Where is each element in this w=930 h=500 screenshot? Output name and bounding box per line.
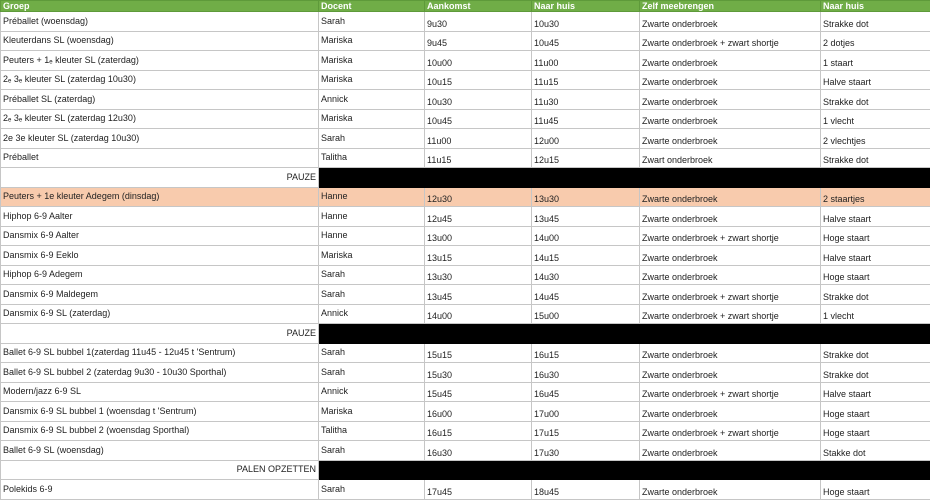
cell-zelf-meebrengen[interactable]: Zwarte onderbroek — [640, 363, 821, 383]
table-row — [1, 207, 930, 227]
cell-groep[interactable]: 2ₑ 3ₑ kleuter SL (zaterdag 10u30) — [1, 70, 319, 90]
pause-label[interactable]: PALEN OPZETTEN — [1, 460, 319, 480]
cell-groep[interactable]: Préballet (woensdag) — [1, 12, 319, 32]
cell-docent[interactable]: Sarah — [319, 441, 425, 461]
cell-naar-huis[interactable]: 14u45 — [532, 285, 640, 305]
cell-haar[interactable]: Strakke dot — [821, 285, 930, 305]
cell-zelf-meebrengen[interactable]: Zwarte onderbroek — [640, 265, 821, 285]
cell-naar-huis[interactable]: 14u15 — [532, 246, 640, 266]
cell-groep[interactable]: Modern/jazz 6-9 SL — [1, 382, 319, 402]
pause-bar[interactable] — [319, 460, 930, 480]
table-row — [1, 51, 930, 71]
pause-row — [1, 324, 930, 344]
cell-groep[interactable]: Préballet SL (zaterdag) — [1, 90, 319, 110]
cell-groep[interactable]: Dansmix 6-9 SL (zaterdag) — [1, 304, 319, 324]
table-row — [1, 246, 930, 266]
cell-haar[interactable]: 2 staartjes — [821, 187, 930, 207]
cell-groep[interactable]: Dansmix 6-9 SL bubbel 2 (woensdag Sporthal) — [1, 421, 319, 441]
table-row — [1, 382, 930, 402]
cell-aankomst[interactable]: 12u45 — [425, 207, 532, 227]
cell-groep[interactable]: Peuters + 1ₑ kleuter SL (zaterdag) — [1, 51, 319, 71]
cell-docent[interactable]: Sarah — [319, 129, 425, 149]
cell-aankomst[interactable]: 10u15 — [425, 70, 532, 90]
cell-docent[interactable]: Mariska — [319, 31, 425, 51]
cell-haar[interactable]: Hoge staart — [821, 226, 930, 246]
cell-naar-huis[interactable]: 11u15 — [532, 70, 640, 90]
cell-groep[interactable]: Dansmix 6-9 Aalter — [1, 226, 319, 246]
header-groep[interactable]: Groep — [1, 1, 319, 12]
cell-zelf-meebrengen[interactable]: Zwarte onderbroek — [640, 207, 821, 227]
header-docent[interactable]: Docent — [319, 1, 425, 12]
table-row — [1, 480, 930, 500]
cell-groep[interactable]: Ballet 6-9 SL bubbel 2 (zaterdag 9u30 - 10u30 Sporthal) — [1, 363, 319, 383]
cell-haar[interactable]: Halve staart — [821, 207, 930, 227]
cell-naar-huis[interactable]: 18u45 — [532, 480, 640, 500]
cell-haar[interactable]: Stakke dot — [821, 441, 930, 461]
cell-docent[interactable]: Talitha — [319, 148, 425, 168]
table-row — [1, 265, 930, 285]
cell-zelf-meebrengen[interactable]: Zwarte onderbroek — [640, 129, 821, 149]
cell-docent[interactable]: Talitha — [319, 421, 425, 441]
cell-docent[interactable]: Annick — [319, 382, 425, 402]
cell-aankomst[interactable]: 13u45 — [425, 285, 532, 305]
table-row — [1, 226, 930, 246]
cell-zelf-meebrengen[interactable]: Zwarte onderbroek + zwart shortje — [640, 304, 821, 324]
pause-label[interactable]: PAUZE — [1, 168, 319, 188]
cell-aankomst[interactable]: 15u15 — [425, 343, 532, 363]
cell-docent[interactable]: Sarah — [319, 265, 425, 285]
cell-docent[interactable]: Annick — [319, 304, 425, 324]
cell-naar-huis[interactable]: 16u30 — [532, 363, 640, 383]
cell-haar[interactable]: Halve staart — [821, 246, 930, 266]
pause-row — [1, 168, 930, 188]
cell-naar-huis[interactable]: 13u30 — [532, 187, 640, 207]
table-row — [1, 109, 930, 129]
cell-aankomst[interactable]: 16u30 — [425, 441, 532, 461]
cell-haar[interactable]: 1 vlecht — [821, 109, 930, 129]
cell-groep[interactable]: Dansmix 6-9 Maldegem — [1, 285, 319, 305]
cell-aankomst[interactable]: 15u30 — [425, 363, 532, 383]
cell-docent[interactable]: Sarah — [319, 343, 425, 363]
cell-zelf-meebrengen[interactable]: Zwarte onderbroek + zwart shortje — [640, 382, 821, 402]
pause-row — [1, 460, 930, 480]
cell-docent[interactable]: Sarah — [319, 285, 425, 305]
cell-haar[interactable]: Hoge staart — [821, 421, 930, 441]
pause-bar[interactable] — [319, 324, 930, 344]
cell-haar[interactable]: 2 dotjes — [821, 31, 930, 51]
cell-groep[interactable]: 2ₑ 3ₑ kleuter SL (zaterdag 12u30) — [1, 109, 319, 129]
cell-haar[interactable]: Strakke dot — [821, 12, 930, 32]
cell-zelf-meebrengen[interactable]: Zwarte onderbroek — [640, 187, 821, 207]
cell-docent[interactable]: Mariska — [319, 109, 425, 129]
cell-naar-huis[interactable]: 13u45 — [532, 207, 640, 227]
cell-aankomst[interactable]: 9u45 — [425, 31, 532, 51]
cell-zelf-meebrengen[interactable]: Zwart onderbroek — [640, 148, 821, 168]
cell-zelf-meebrengen[interactable]: Zwarte onderbroek — [640, 90, 821, 110]
cell-naar-huis[interactable]: 11u00 — [532, 51, 640, 71]
table-row — [1, 90, 930, 110]
table-row — [1, 402, 930, 422]
cell-naar-huis[interactable]: 11u45 — [532, 109, 640, 129]
header-naar-huis-2[interactable]: Naar huis — [821, 1, 930, 12]
cell-docent[interactable]: Annick — [319, 90, 425, 110]
cell-aankomst[interactable]: 13u00 — [425, 226, 532, 246]
cell-zelf-meebrengen[interactable]: Zwarte onderbroek + zwart shortje — [640, 31, 821, 51]
header-row — [1, 1, 930, 12]
cell-aankomst[interactable]: 15u45 — [425, 382, 532, 402]
cell-docent[interactable]: Mariska — [319, 51, 425, 71]
cell-zelf-meebrengen[interactable]: Zwarte onderbroek — [640, 109, 821, 129]
table-row — [1, 148, 930, 168]
cell-haar[interactable]: Hoge staart — [821, 480, 930, 500]
pause-label[interactable]: PAUZE — [1, 324, 319, 344]
table-row — [1, 343, 930, 363]
cell-aankomst[interactable]: 10u45 — [425, 109, 532, 129]
cell-aankomst[interactable]: 12u30 — [425, 187, 532, 207]
cell-zelf-meebrengen[interactable]: Zwarte onderbroek — [640, 51, 821, 71]
cell-groep[interactable]: Peuters + 1e kleuter Adegem (dinsdag) — [1, 187, 319, 207]
cell-groep[interactable]: Kleuterdans SL (woensdag) — [1, 31, 319, 51]
cell-aankomst[interactable]: 16u15 — [425, 421, 532, 441]
cell-groep[interactable]: Dansmix 6-9 SL bubbel 1 (woensdag t 'Sentrum) — [1, 402, 319, 422]
cell-groep[interactable]: Hiphop 6-9 Adegem — [1, 265, 319, 285]
header-naar-huis[interactable]: Naar huis — [532, 1, 640, 12]
table-row — [1, 421, 930, 441]
cell-groep[interactable]: 2e 3e kleuter SL (zaterdag 10u30) — [1, 129, 319, 149]
cell-docent[interactable]: Sarah — [319, 12, 425, 32]
cell-naar-huis[interactable]: 17u30 — [532, 441, 640, 461]
cell-zelf-meebrengen[interactable]: Zwarte onderbroek + zwart shortje — [640, 226, 821, 246]
cell-zelf-meebrengen[interactable]: Zwarte onderbroek — [640, 441, 821, 461]
cell-aankomst[interactable]: 13u15 — [425, 246, 532, 266]
table-row — [1, 31, 930, 51]
cell-docent[interactable]: Mariska — [319, 402, 425, 422]
table-row — [1, 70, 930, 90]
cell-naar-huis[interactable]: 15u00 — [532, 304, 640, 324]
table-row — [1, 363, 930, 383]
table-row — [1, 304, 930, 324]
cell-aankomst[interactable]: 9u30 — [425, 12, 532, 32]
cell-naar-huis[interactable]: 10u45 — [532, 31, 640, 51]
cell-groep[interactable]: Polekids 6-9 — [1, 480, 319, 500]
cell-zelf-meebrengen[interactable]: Zwarte onderbroek — [640, 246, 821, 266]
cell-docent[interactable]: Mariska — [319, 246, 425, 266]
cell-zelf-meebrengen[interactable]: Zwarte onderbroek + zwart shortje — [640, 421, 821, 441]
cell-zelf-meebrengen[interactable]: Zwarte onderbroek — [640, 343, 821, 363]
cell-zelf-meebrengen[interactable]: Zwarte onderbroek — [640, 12, 821, 32]
table-row — [1, 12, 930, 32]
header-aankomst[interactable]: Aankomst — [425, 1, 532, 12]
cell-naar-huis[interactable]: 10u30 — [532, 12, 640, 32]
cell-naar-huis[interactable]: 17u00 — [532, 402, 640, 422]
cell-zelf-meebrengen[interactable]: Zwarte onderbroek — [640, 480, 821, 500]
cell-docent[interactable]: Sarah — [319, 363, 425, 383]
cell-naar-huis[interactable]: 16u45 — [532, 382, 640, 402]
cell-naar-huis[interactable]: 11u30 — [532, 90, 640, 110]
cell-haar[interactable]: 1 vlecht — [821, 304, 930, 324]
cell-naar-huis[interactable]: 17u15 — [532, 421, 640, 441]
cell-docent[interactable]: Sarah — [319, 480, 425, 500]
cell-haar[interactable]: Halve staart — [821, 70, 930, 90]
table-row — [1, 441, 930, 461]
cell-haar[interactable]: Hoge staart — [821, 265, 930, 285]
table-row — [1, 285, 930, 305]
cell-groep[interactable]: Hiphop 6-9 Aalter — [1, 207, 319, 227]
cell-docent[interactable]: Hanne — [319, 207, 425, 227]
table-row — [1, 129, 930, 149]
cell-haar[interactable]: Strakke dot — [821, 148, 930, 168]
cell-groep[interactable]: Dansmix 6-9 Eeklo — [1, 246, 319, 266]
header-zelf-meebrengen[interactable]: Zelf meebrengen — [640, 1, 821, 12]
cell-haar[interactable]: 1 staart — [821, 51, 930, 71]
cell-aankomst[interactable]: 13u30 — [425, 265, 532, 285]
cell-zelf-meebrengen[interactable]: Zwarte onderbroek — [640, 70, 821, 90]
cell-aankomst[interactable]: 14u00 — [425, 304, 532, 324]
cell-naar-huis[interactable]: 14u00 — [532, 226, 640, 246]
cell-naar-huis[interactable]: 12u15 — [532, 148, 640, 168]
cell-haar[interactable]: Strakke dot — [821, 363, 930, 383]
cell-groep[interactable]: Ballet 6-9 SL (woensdag) — [1, 441, 319, 461]
pause-bar[interactable] — [319, 168, 930, 188]
cell-docent[interactable]: Hanne — [319, 187, 425, 207]
cell-haar[interactable]: Halve staart — [821, 382, 930, 402]
table-row-highlighted — [1, 187, 930, 207]
cell-haar[interactable]: Strakke dot — [821, 90, 930, 110]
cell-aankomst[interactable]: 11u00 — [425, 129, 532, 149]
cell-haar[interactable]: Hoge staart — [821, 402, 930, 422]
cell-haar[interactable]: 2 vlechtjes — [821, 129, 930, 149]
cell-zelf-meebrengen[interactable]: Zwarte onderbroek — [640, 402, 821, 422]
cell-aankomst[interactable]: 10u00 — [425, 51, 532, 71]
cell-naar-huis[interactable]: 16u15 — [532, 343, 640, 363]
cell-naar-huis[interactable]: 14u30 — [532, 265, 640, 285]
cell-naar-huis[interactable]: 12u00 — [532, 129, 640, 149]
cell-aankomst[interactable]: 16u00 — [425, 402, 532, 422]
cell-aankomst[interactable]: 10u30 — [425, 90, 532, 110]
cell-aankomst[interactable]: 17u45 — [425, 480, 532, 500]
cell-groep[interactable]: Ballet 6-9 SL bubbel 1(zaterdag 11u45 - 12u45 t 'Sentrum) — [1, 343, 319, 363]
cell-zelf-meebrengen[interactable]: Zwarte onderbroek + zwart shortje — [640, 285, 821, 305]
cell-groep[interactable]: Préballet — [1, 148, 319, 168]
cell-aankomst[interactable]: 11u15 — [425, 148, 532, 168]
cell-docent[interactable]: Hanne — [319, 226, 425, 246]
cell-haar[interactable]: Strakke dot — [821, 343, 930, 363]
cell-docent[interactable]: Mariska — [319, 70, 425, 90]
